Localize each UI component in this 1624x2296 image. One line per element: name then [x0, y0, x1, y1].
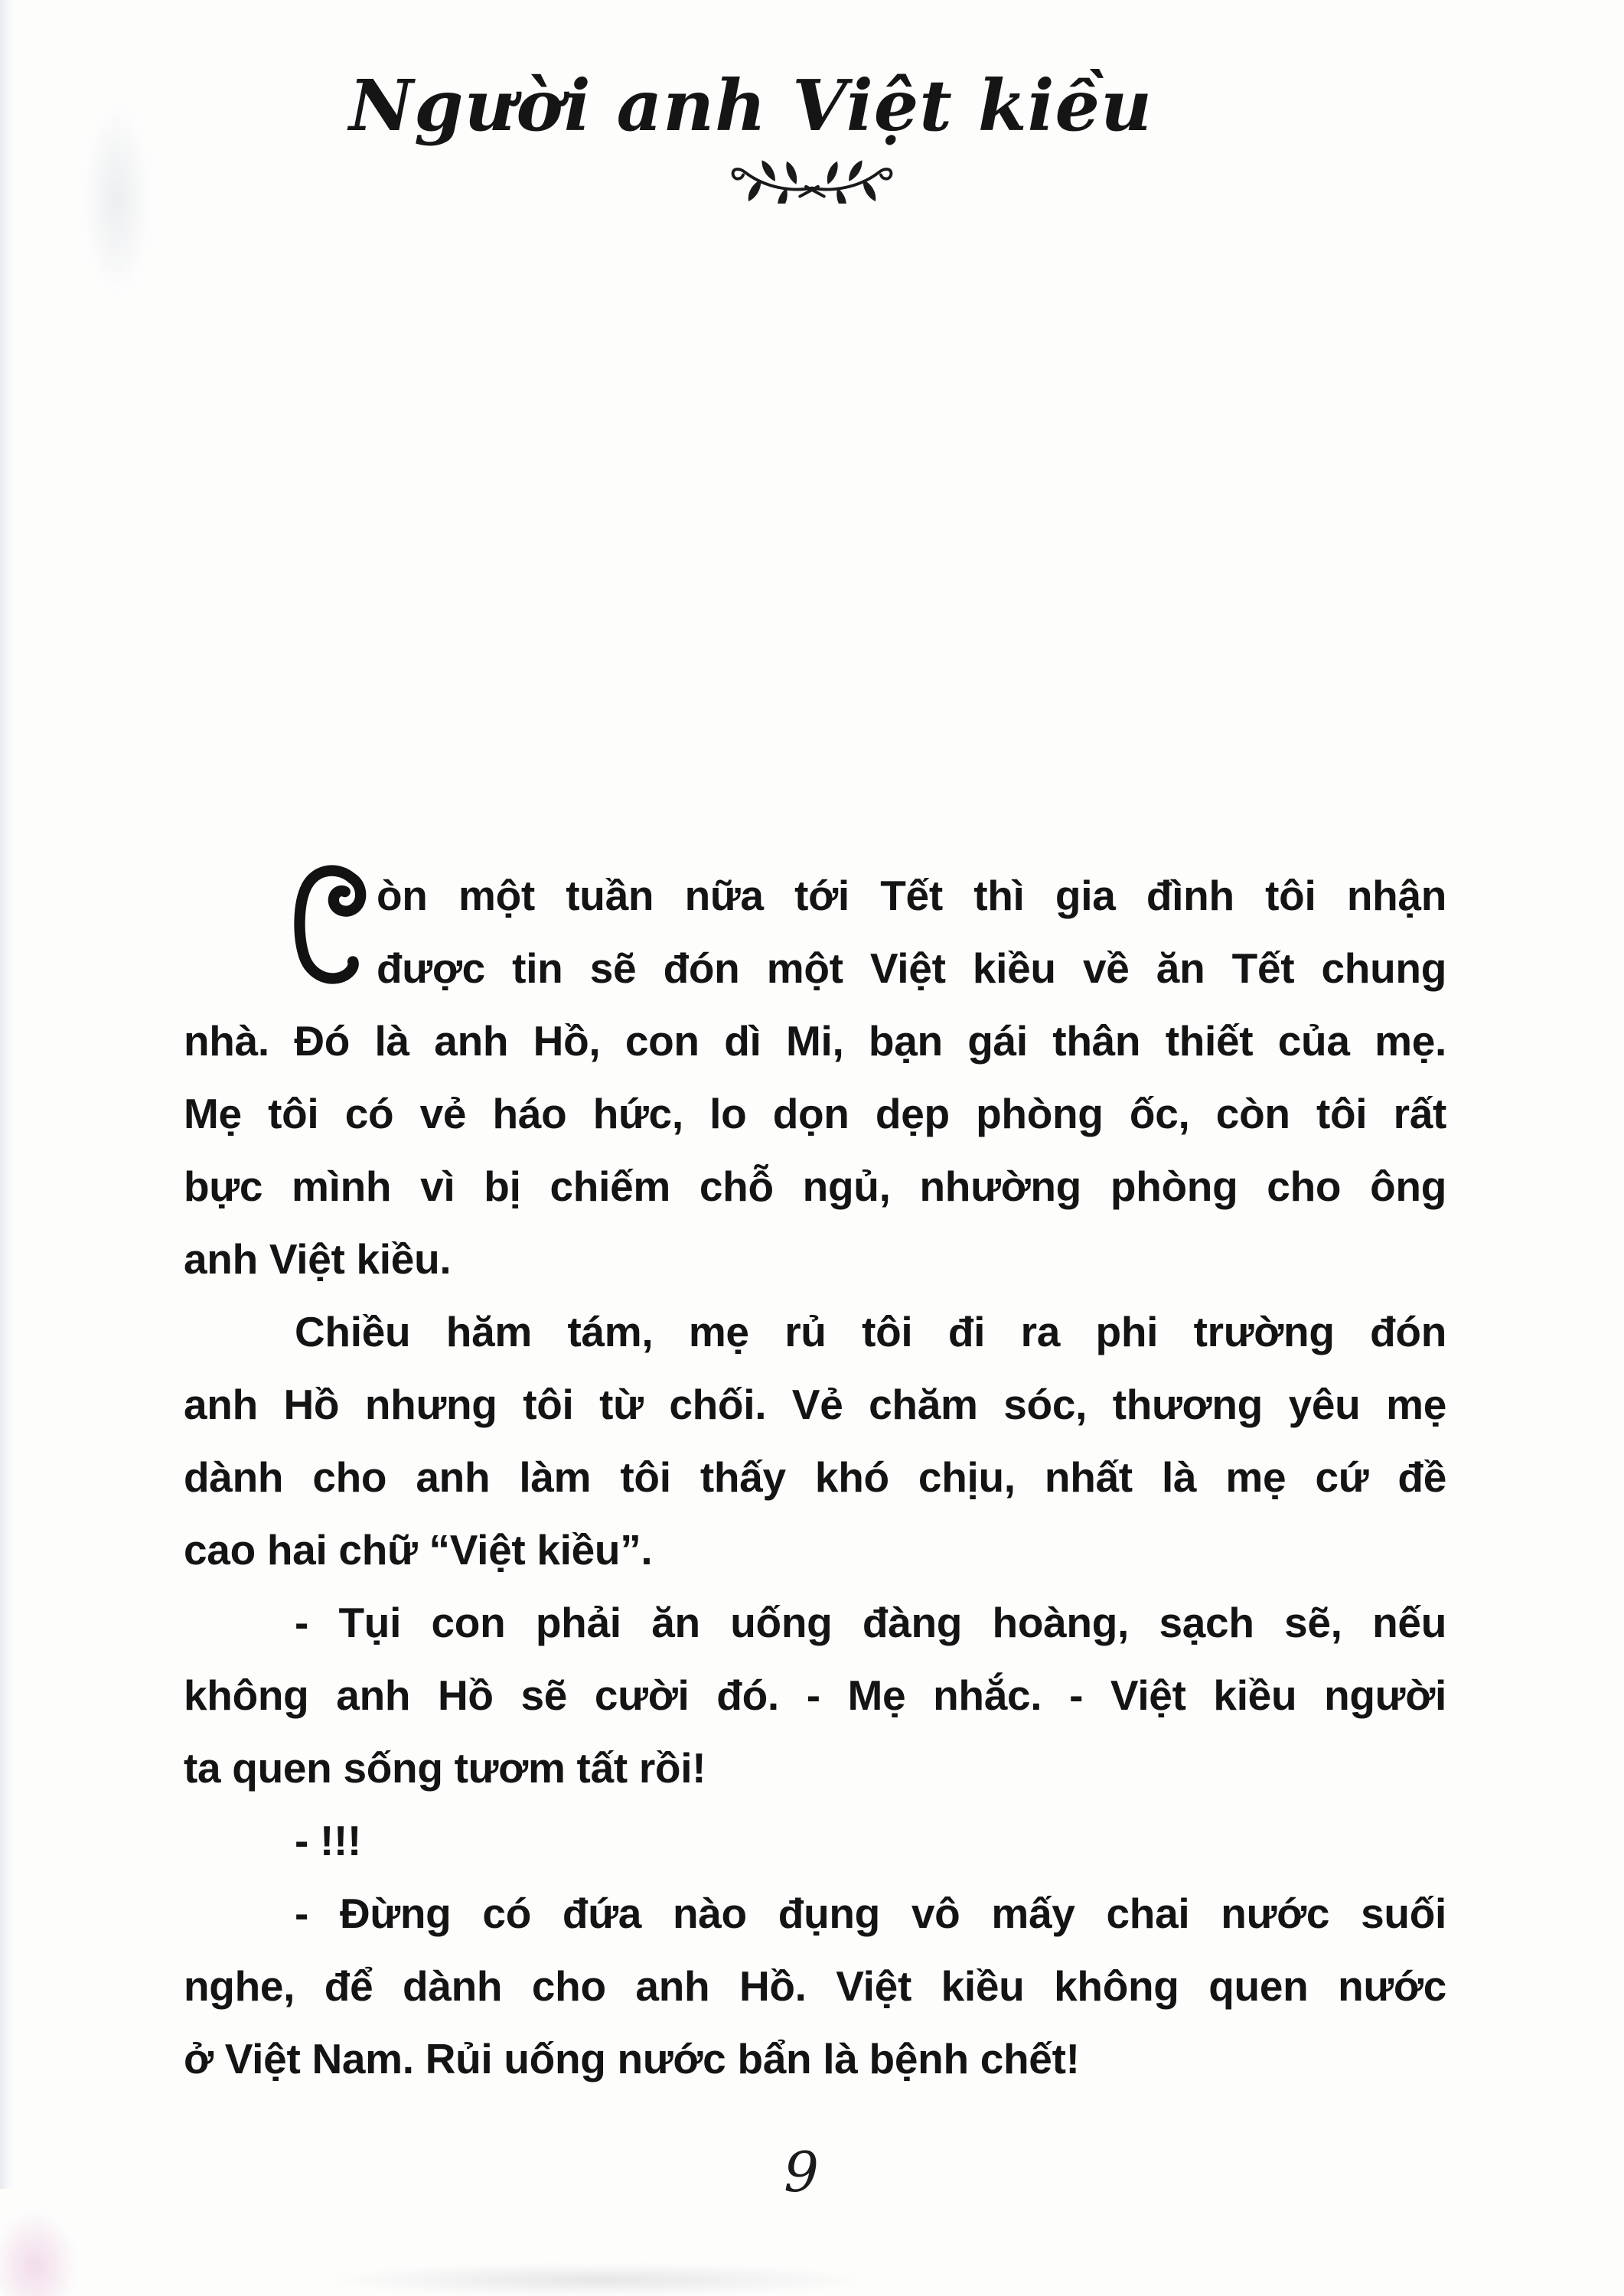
drop-cap-glyph-icon [294, 864, 367, 985]
text-line: ta quen sống tươm tất rồi! [184, 1743, 706, 1792]
scan-smudge-pink [0, 2212, 77, 2296]
text-line: nghe, để dành cho anh Hồ. Việt kiều không quen nước [184, 1962, 1446, 2010]
text-line: nhà. Đó là anh Hồ, con dì Mi, bạn gái thân thiết của mẹ. [184, 1016, 1446, 1065]
page-number: 9 [784, 2139, 819, 2204]
scan-smudge-bottom [337, 2264, 857, 2296]
page-header [0, 0, 1624, 207]
text-line: dành cho anh làm tôi thấy khó chịu, nhất là mẹ cứ đề [184, 1453, 1446, 1501]
body-text [184, 859, 1446, 2095]
text-line: anh Hồ nhưng tôi từ chối. Vẻ chăm sóc, thương yêu mẹ [184, 1380, 1446, 1428]
text-line: ở Việt Nam. Rủi uống nước bẩn là bệnh chết! [184, 2034, 1080, 2082]
laurel-branch-icon [722, 148, 902, 204]
scan-edge-shadow [0, 0, 15, 2189]
text-line: Mẹ tôi có vẻ háo hức, lo dọn dẹp phòng ốc, còn tôi rất [184, 1089, 1446, 1137]
text-line: cao hai chữ “Việt kiều”. [184, 1525, 653, 1574]
paragraph [184, 1877, 1446, 2095]
text-line: không anh Hồ sẽ cười đó. - Mẹ nhắc. - Việt kiều người [184, 1671, 1446, 1719]
text-line: òn một tuần nữa tới Tết thì gia đình tôi nhận [377, 871, 1446, 919]
text-line: được tin sẽ đón một Việt kiều về ăn Tết chung [377, 944, 1446, 992]
text-line: bực mình vì bị chiếm chỗ ngủ, nhường phòng cho ông [184, 1162, 1446, 1210]
text-line: - !!! [295, 1816, 362, 1864]
text-line: anh Việt kiều. [184, 1234, 452, 1283]
laurel-divider-ornament [0, 148, 1624, 207]
paragraph [184, 1296, 1446, 1587]
paragraph [184, 1587, 1446, 1805]
text-line: - Đừng có đứa nào đụng vô mấy chai nước suối [295, 1889, 1446, 1937]
page-footer [0, 2140, 1624, 2204]
drop-cap [184, 859, 377, 1005]
paragraph [184, 1805, 1446, 1877]
paragraph [184, 859, 1446, 1296]
text-line: Chiều hăm tám, mẹ rủ tôi đi ra phi trường đón [295, 1307, 1446, 1355]
chapter-title: Người anh Việt kiều [349, 64, 1153, 147]
text-line: - Tụi con phải ăn uống đàng hoàng, sạch sẽ, nếu [295, 1598, 1446, 1646]
